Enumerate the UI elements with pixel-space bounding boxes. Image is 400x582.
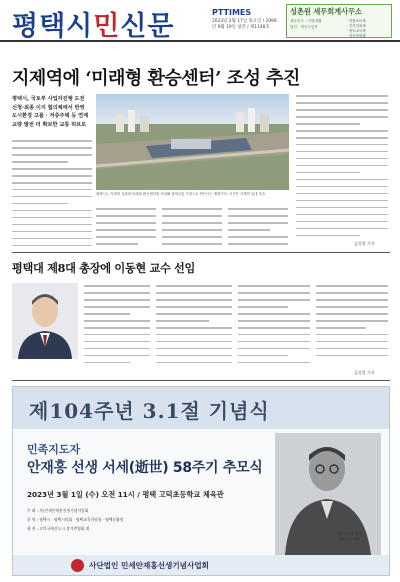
article-2-column-4 xyxy=(316,285,388,369)
ad-banner-text: 제104주년 3.1절 기념식 xyxy=(29,399,270,423)
masthead xyxy=(0,0,400,42)
article-2-headline[interactable]: 평택대 제8대 총장에 이동현 교수 선임 xyxy=(12,261,196,275)
article-1-byline: 김성열 기자 xyxy=(354,241,375,246)
title-part-2: 민 xyxy=(93,11,121,42)
article-1-column-2 xyxy=(96,208,156,254)
summary-line: 신청·최종 이지 협의체에서 반영 xyxy=(12,104,85,111)
ad-info-line: 주 최 : 사)민세안재홍선생기념사업회 xyxy=(27,508,89,513)
article-2-portrait[interactable] xyxy=(12,283,78,359)
ad-title: 안재홍 선생 서세(逝世) 58주기 추모식 xyxy=(27,460,263,476)
article-1-column-3 xyxy=(162,208,222,254)
title-part-1: 평택시 xyxy=(12,11,94,42)
article-1-headline[interactable]: 지제역에 ‘미래형 환승센터’ 조성 추진 xyxy=(12,68,300,89)
organization-logo-icon xyxy=(71,559,84,572)
title-part-3: 신문 xyxy=(120,11,175,42)
masthead-ad-line: · 부가가치세 xyxy=(347,24,366,28)
article-1-summary xyxy=(12,95,92,129)
ad-footer xyxy=(13,555,390,576)
masthead-ad-sub-1: 세무신고 · 기장대행 xyxy=(290,19,322,23)
masthead-ad-line: · 종합소득세 xyxy=(347,19,366,23)
memorial-ceremony-ad[interactable] xyxy=(12,386,390,576)
ad-banner xyxy=(13,387,390,429)
summary-line: 교량 발전 더 확보한 교통 허브로 xyxy=(12,121,87,128)
person-portrait-image xyxy=(12,283,78,359)
section-divider xyxy=(12,252,390,253)
masthead-ad-line: · 양도소득세 xyxy=(347,29,366,33)
ad-subtitle: 민족지도자 xyxy=(27,443,81,456)
article-1-column-1 xyxy=(12,140,92,250)
masthead-ad-sub-2: 법인 · 개인사업자 xyxy=(290,25,318,29)
article-1-photo-caption: 평택시는 지제역 일원에 미래형 환승센터를 조성해 광역교통 거점으로 만든다는 계획이다. 사진은 지제역 일대 모습 xyxy=(96,192,266,196)
ad-date: 2023년 3월 1일 (수) 오전 11시 / 평택 고덕초등학교 체육관 xyxy=(27,490,224,499)
article-1-column-5 xyxy=(296,95,388,241)
masthead-ad-title: 성촌원 세무회계사무소 xyxy=(290,7,362,16)
article-1-photo[interactable] xyxy=(96,94,289,190)
article-2-byline: 김성열 기자 xyxy=(354,370,375,375)
newspaper-title[interactable] xyxy=(12,4,175,43)
ad-info-line: 협 찬 : 고덕국제신도시 상가번영회 외 xyxy=(27,526,90,531)
aerial-city-image xyxy=(96,94,289,190)
masthead-ad[interactable] xyxy=(286,4,392,38)
article-2-column-1 xyxy=(84,285,150,369)
section-divider xyxy=(12,380,390,381)
ad-info-line: 후 원 : 평택시 · 평택시의회 · 평택교육지원청 · 평택문화원 xyxy=(27,517,124,522)
issue-info: 2023년 2월 17일 목요일 / 1999년 9월 19일 창간 / 제1148호 xyxy=(212,19,277,30)
ad-sponsor: 사단법인 민세안재홍선생기념사업회 xyxy=(89,561,210,570)
article-2-column-2 xyxy=(156,285,232,369)
english-name: PTTIMES xyxy=(212,8,252,17)
summary-line: 도시환경 고품 · 저층주택 등 연계 xyxy=(12,113,89,120)
masthead-ad-line: · 상속증여세 xyxy=(347,34,366,38)
summary-line: 평택시, 국토부 사업자진행 도전 xyxy=(12,96,85,102)
article-1-column-4 xyxy=(228,208,288,254)
article-2-column-3 xyxy=(238,285,310,369)
ad-photo-caption: 민세 안재홍 선생 (1891~1965) xyxy=(336,532,362,541)
